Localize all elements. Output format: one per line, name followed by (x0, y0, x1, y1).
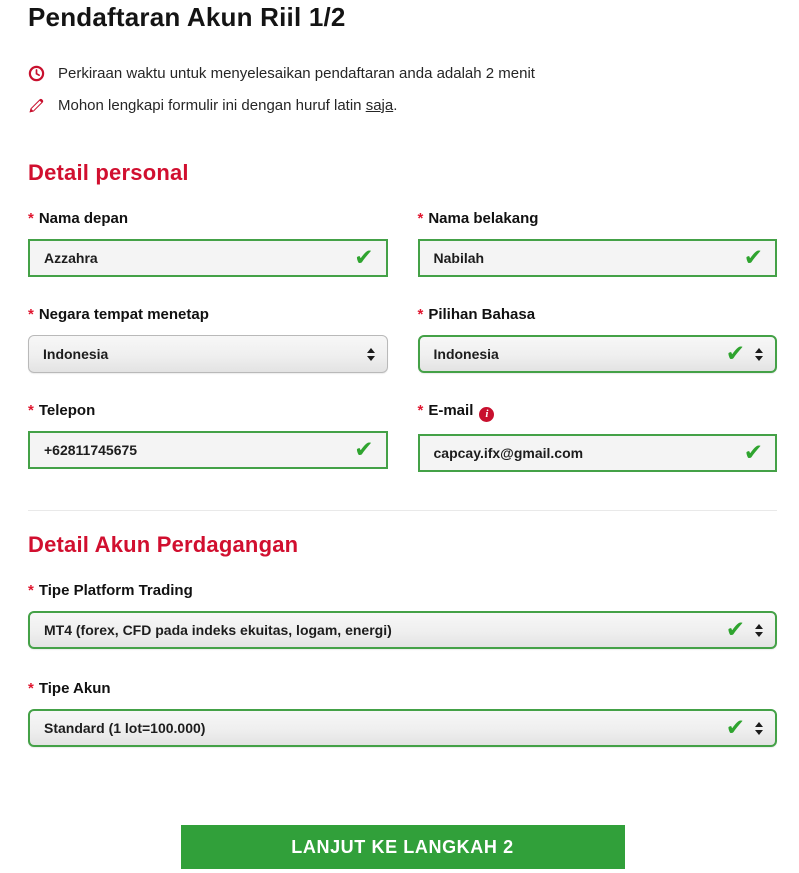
valid-check-icon: ✔ (725, 616, 745, 643)
select-stepper-icon (367, 348, 375, 361)
next-step-button[interactable]: LANJUT KE LANGKAH 2 (181, 825, 625, 869)
latin-only-emphasis: saja (365, 97, 394, 114)
last-name-input[interactable] (418, 239, 778, 277)
required-asterisk: * (28, 582, 34, 599)
last-name-value: Nabilah (433, 250, 485, 266)
country-selected-value: Indonesia (43, 346, 109, 362)
field-last-name (418, 211, 778, 277)
platform-select[interactable] (28, 611, 777, 649)
country-select[interactable] (28, 335, 388, 373)
valid-check-icon: ✔ (743, 439, 763, 466)
field-email (418, 403, 778, 472)
language-label: * Pilihan Bahasa (417, 306, 536, 323)
required-asterisk: * (417, 306, 424, 323)
section-divider (28, 510, 777, 511)
note-latin-only-text: Mohon lengkapi formulir ini dengan huruf latin saja. (58, 97, 398, 114)
phone-value: +62811745675 (44, 442, 138, 458)
field-language (418, 307, 778, 373)
email-info-icon[interactable]: i (479, 407, 494, 422)
valid-check-icon: ✔ (743, 244, 763, 271)
required-asterisk: * (28, 306, 34, 323)
platform-label: * Tipe Platform Trading (28, 582, 193, 599)
first-name-input[interactable] (28, 239, 388, 277)
note-latin-only (28, 96, 777, 115)
required-asterisk: * (28, 210, 34, 227)
email-value: capcay.ifx@gmail.com (433, 445, 584, 461)
required-asterisk: * (417, 210, 424, 227)
field-account-type (28, 681, 777, 747)
page-title: Pendaftaran Akun Riil 1/2 (28, 2, 346, 32)
account-type-select[interactable] (28, 709, 777, 747)
select-stepper-icon (755, 624, 763, 637)
pencil-icon (28, 97, 45, 114)
valid-check-icon: ✔ (354, 244, 374, 271)
language-selected-value: Indonesia (433, 346, 499, 362)
clock-icon (28, 65, 45, 82)
required-asterisk: * (28, 402, 34, 419)
required-asterisk: * (28, 680, 34, 697)
section-heading-trading: Detail Akun Perdagangan (28, 532, 299, 557)
select-stepper-icon (755, 348, 763, 361)
valid-check-icon: ✔ (725, 714, 745, 741)
phone-input[interactable] (28, 431, 388, 469)
field-country (28, 307, 388, 373)
required-asterisk: * (417, 402, 424, 419)
platform-selected-value: MT4 (forex, CFD pada indeks ekuitas, logam, energi) (44, 622, 392, 638)
valid-check-icon: ✔ (725, 340, 745, 367)
first-name-value: Azzahra (44, 250, 98, 266)
account-type-selected-value: Standard (1 lot=100.000) (44, 720, 206, 736)
section-heading-personal: Detail personal (28, 160, 189, 185)
note-estimated-time-text: Perkiraan waktu untuk menyelesaikan pendaftaran anda adalah 2 menit (58, 65, 535, 82)
country-label: * Negara tempat menetap (28, 306, 209, 323)
first-name-label: * Nama depan (28, 210, 129, 227)
email-label: * E-mail i (418, 403, 778, 422)
email-input[interactable] (418, 434, 778, 472)
form-notes (28, 64, 777, 115)
language-select[interactable] (418, 335, 778, 373)
section-personal (28, 161, 777, 472)
select-stepper-icon (755, 722, 763, 735)
phone-label: * Telepon (28, 402, 96, 419)
note-estimated-time (28, 64, 777, 83)
section-trading (28, 533, 777, 747)
valid-check-icon: ✔ (354, 436, 374, 463)
field-platform (28, 583, 777, 649)
account-type-label: * Tipe Akun (28, 680, 111, 697)
field-first-name (28, 211, 388, 277)
field-phone (28, 403, 388, 472)
last-name-label: * Nama belakang (417, 210, 539, 227)
